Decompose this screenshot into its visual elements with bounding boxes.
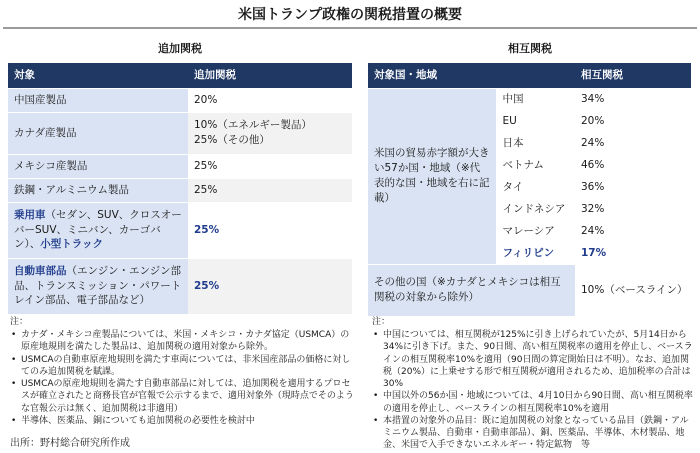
note-item: • 中国については、相互関税が125%に引き上げられていたが、5月14日から34%に引き下げ。また、90日間、高い相互関税率の適用を停止し、ベースラインの相互関税率10%を適用（90日間の算定開始日は不明）。なお、追加関税（20%）に上乗せする形で相互関税が適用されるため、追加税率の合計は30% xyxy=(372,329,694,390)
notes-heading: 注： xyxy=(10,317,29,327)
parts-bold-label: 自動車部品 xyxy=(14,264,67,277)
tariff-cell xyxy=(188,112,352,154)
table-row xyxy=(8,202,352,258)
rate-cell-highlighted: 17% xyxy=(575,242,691,264)
section-title-reciprocal-tariff: 相互関税 xyxy=(508,42,552,55)
notes-list xyxy=(10,329,355,427)
others-label-cell: その他の国（※カナダとメキシコは相互関税の対象から除外） xyxy=(368,264,575,316)
country-cell: タイ xyxy=(496,176,575,198)
header-country-region: 対象国・地域 xyxy=(368,63,575,88)
tariff-line: 25%（その他） xyxy=(194,134,270,146)
rate-cell: 20% xyxy=(575,110,691,132)
target-cell: メキシコ産製品 xyxy=(8,154,188,178)
vehicles-description: （セダン、SUV、クロスオーバーSUV、ミニバン、カーゴバン）、 xyxy=(14,208,182,251)
note-item: • カナダ・メキシコ産製品については、米国・メキシコ・カナダ協定（USMCA）の原産地規則を満たした製品は、追加関税の適用対象から除外。 xyxy=(10,329,355,353)
tariff-cell: 20% xyxy=(188,88,352,112)
light-trucks-bold-label: 小型トラック xyxy=(40,238,104,251)
table-row xyxy=(8,112,352,154)
rate-cell: 32% xyxy=(575,198,691,220)
target-cell-parts xyxy=(8,258,188,314)
reciprocal-tariff-table xyxy=(368,63,691,317)
note-item: • 半導体、医薬品、銅についても追加関税の必要性を検討中 xyxy=(10,415,355,427)
others-rate-cell: 10%（ベースライン） xyxy=(575,264,691,316)
note-item: • USMCAの自動車原産地規則を満たす車両については、非米国産部品の価格に対してのみ追加関税を賦課。 xyxy=(10,354,355,378)
notes-additional-tariff xyxy=(10,316,355,427)
note-item: • 本措置の対象外の品目：既に追加関税の対象となっている品目（鉄鋼・アルミニウム製品、自動車・自動車部品）、銅、医薬品、半導体、木材製品、地金、米国で入手できないエネルギー・特定鉱物 等 xyxy=(372,415,694,452)
table-row xyxy=(8,88,352,112)
note-item: • 中国以外の56か国・地域については、4月10日から90日間、高い相互関税率の適用を停止し、ベースラインの相互関税率10%を適用 xyxy=(372,390,694,414)
notes-reciprocal-tariff xyxy=(372,316,694,452)
note-item: • USMCAの原産地規則を満たす自動車部品に対しては、追加関税を適用するプロセスが確立されたと商務長官が官報で公示するまで、適用対象外（現時点でそのような官報公示は無く、追加関税は非適用） xyxy=(10,378,355,415)
target-cell: カナダ産製品 xyxy=(8,112,188,154)
tariff-cell: 25% xyxy=(188,202,352,258)
rate-cell: 46% xyxy=(575,154,691,176)
country-cell: 日本 xyxy=(496,132,575,154)
rate-cell: 36% xyxy=(575,176,691,198)
header-reciprocal-tariff: 相互関税 xyxy=(575,63,691,88)
table-header-row xyxy=(368,63,691,88)
section-title-additional-tariff: 追加関税 xyxy=(158,42,202,55)
country-cell: ベトナム xyxy=(496,154,575,176)
tariff-cell: 25% xyxy=(188,154,352,178)
parts-description: （エンジン・エンジン部品、トランスミッション・パワートレイン部品、電子部品など） xyxy=(14,264,182,307)
rate-cell: 24% xyxy=(575,132,691,154)
country-cell: 中国 xyxy=(496,88,575,110)
title-divider xyxy=(3,27,697,29)
table-row xyxy=(8,178,352,202)
target-cell: 中国産製品 xyxy=(8,88,188,112)
target-cell: 鉄鋼・アルミニウム製品 xyxy=(8,178,188,202)
page-title: 米国トランプ政権の関税措置の概要 xyxy=(238,7,462,23)
target-cell-vehicles xyxy=(8,202,188,258)
additional-tariff-table xyxy=(8,63,352,315)
rate-cell: 34% xyxy=(575,88,691,110)
country-cell-highlighted: フィリピン xyxy=(496,242,575,264)
table-row xyxy=(8,258,352,314)
country-cell: マレーシア xyxy=(496,220,575,242)
tariff-cell: 25% xyxy=(188,258,352,314)
vehicles-bold-label: 乗用車 xyxy=(14,208,46,221)
header-additional-tariff: 追加関税 xyxy=(188,63,352,88)
source-credit: 出所：野村総合研究所作成 xyxy=(10,438,130,449)
notes-heading: 注： xyxy=(372,317,391,327)
country-cell: インドネシア xyxy=(496,198,575,220)
group-label-cell: 米国の貿易赤字額が大きい57か国・地域（※代表的な国・地域を右に記載） xyxy=(368,88,496,264)
tariff-line: 10%（エネルギー製品） xyxy=(194,119,312,132)
table-row xyxy=(8,154,352,178)
table-row xyxy=(368,264,691,316)
tariff-cell: 25% xyxy=(188,178,352,202)
header-target: 対象 xyxy=(8,63,188,88)
table-header-row xyxy=(8,63,352,88)
table-row xyxy=(368,88,691,110)
rate-cell: 24% xyxy=(575,220,691,242)
notes-list xyxy=(372,329,694,451)
country-cell: EU xyxy=(496,110,575,132)
